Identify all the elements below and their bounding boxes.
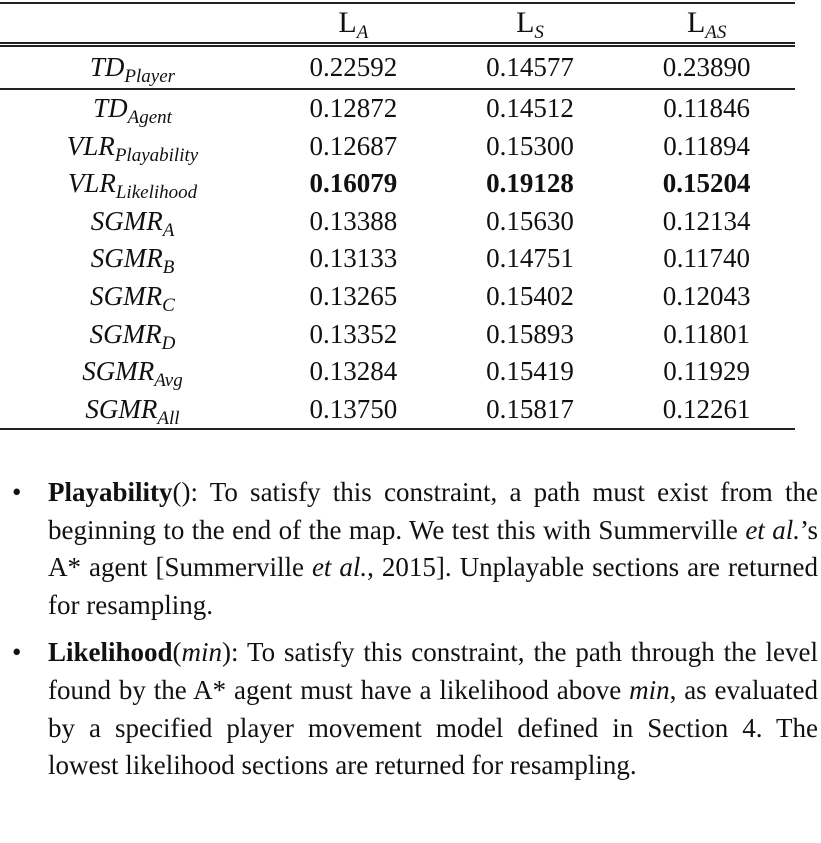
table-cell: 0.15630: [486, 205, 574, 236]
table-cell: 0.16079: [309, 168, 398, 199]
table-cell: 0.15817: [442, 391, 619, 430]
table-cell: 0.12134: [662, 205, 751, 236]
table-cell: 0.15402: [486, 280, 574, 311]
row-label: $TD_{Player}$: [0, 45, 265, 90]
col-header: $L_A$: [265, 3, 442, 45]
table-row: [0, 45, 795, 90]
table-cell: 0.11801: [663, 318, 751, 349]
row-label: $SGMR_{Avg}$: [82, 356, 183, 392]
table-cell: 0.14577: [442, 45, 619, 90]
bullet-icon: •: [12, 477, 22, 507]
bullet-playability: • Playability(): To satisfy this constraint, a path must exist from the beginning to the end of the map. We test this with Summerville et al.’s A* agent [Summerville et al., 2015]. Unplayable sections are returned for resampling.: [0, 474, 818, 624]
table-row: [0, 240, 795, 278]
row-label: $SGMR_D$: [89, 318, 176, 354]
table-cell: 0.15300: [486, 130, 574, 161]
bullet-icon: •: [12, 637, 22, 668]
table-cell: 0.13133: [309, 243, 398, 274]
subscript: D: [161, 332, 176, 354]
table-row: [0, 391, 795, 430]
table-cell: 0.12261: [618, 391, 795, 430]
table-cell: 0.15893: [486, 318, 574, 349]
table-row: [0, 278, 795, 316]
bullet-likelihood: • Likelihood(min): To satisfy this constraint, the path through the level found by the A* agent must have a likelihood above min, as evaluated by a specified player movement model defined in Section 4. The lowest likelihood sections are returned for resampling.: [0, 634, 818, 784]
table-cell: 0.15419: [486, 356, 574, 387]
table-cell: 0.22592: [265, 45, 442, 90]
subscript: Playability: [114, 144, 199, 166]
table-row: [0, 316, 795, 354]
table-cell: 0.13750: [265, 391, 442, 430]
subscript: A: [356, 22, 369, 44]
table-cell: 0.12687: [309, 130, 398, 161]
table-cell: 0.13352: [309, 318, 398, 349]
table-row: [0, 128, 795, 166]
table-cell: 0.11740: [663, 243, 751, 274]
subscript: C: [162, 294, 175, 316]
table-row: [0, 165, 795, 203]
table-cell: 0.13388: [309, 205, 398, 236]
subscript: All: [157, 407, 180, 429]
col-header: $L_{AS}$: [618, 3, 795, 45]
table-cell: 0.11929: [663, 356, 751, 387]
subscript: Agent: [127, 107, 172, 128]
subscript: AS: [705, 22, 727, 44]
table-cell: 0.12872: [309, 93, 398, 123]
table-row: [0, 203, 795, 241]
subscript: B: [162, 257, 175, 279]
subscript: S: [534, 22, 544, 44]
row-label: $VLR_{Playability}$: [66, 130, 199, 166]
row-label: $TD_{Agent}$: [93, 93, 172, 128]
table-cell: 0.11894: [663, 130, 751, 161]
row-label: $VLR_{Likelihood}$: [67, 168, 198, 204]
constraint-list: [0, 474, 818, 795]
table-cell: 0.23890: [618, 45, 795, 90]
table-cell: 0.19128: [486, 168, 574, 199]
table-cell: 0.11846: [663, 93, 751, 123]
row-label: $SGMR_{All}$: [0, 391, 265, 430]
table-cell: 0.13265: [309, 280, 398, 311]
subscript: Avg: [154, 370, 183, 392]
row-label: $SGMR_B$: [90, 243, 175, 279]
table-row: [0, 353, 795, 391]
table-cell: 0.12043: [662, 280, 751, 311]
results-table: [0, 2, 795, 430]
table-cell: 0.15204: [662, 168, 751, 199]
table-cell: 0.13284: [309, 356, 398, 387]
header-row: [0, 3, 795, 45]
table-cell: 0.14512: [486, 93, 574, 123]
subscript: A: [162, 219, 175, 241]
subscript: Likelihood: [115, 182, 198, 204]
table-row: [0, 89, 795, 128]
row-label: $SGMR_C$: [90, 280, 175, 316]
table-cell: 0.14751: [486, 243, 574, 274]
col-header: $L_S$: [442, 3, 619, 45]
row-label: $SGMR_A$: [90, 205, 175, 241]
subscript: Player: [124, 65, 176, 87]
